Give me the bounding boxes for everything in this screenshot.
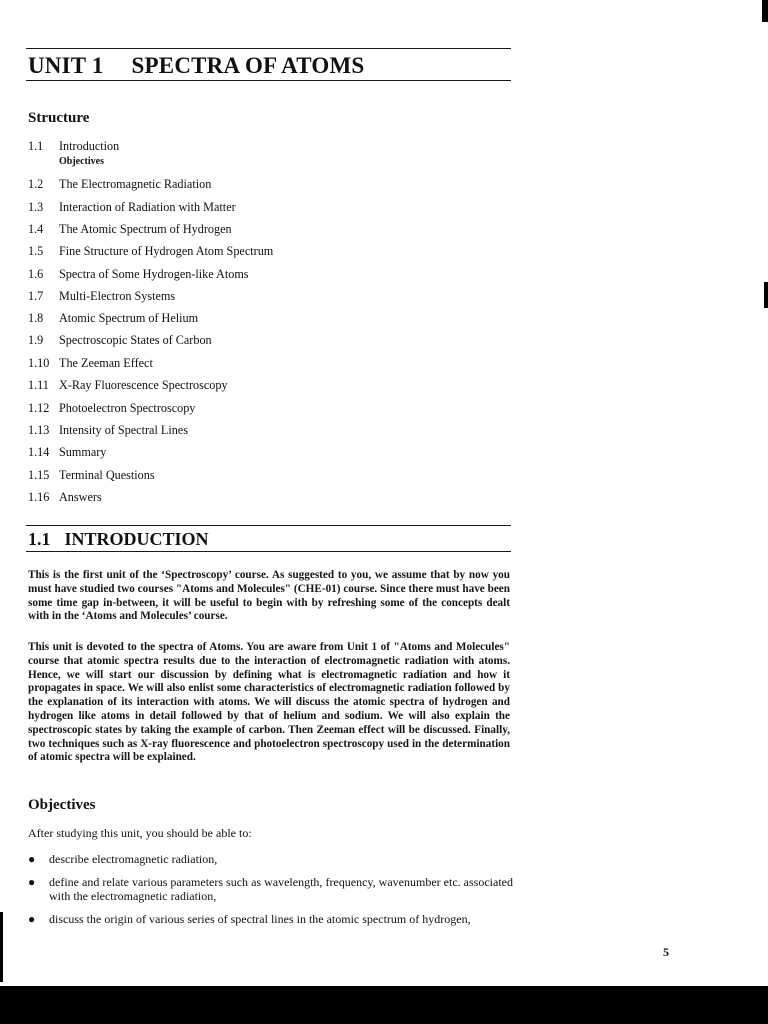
objectives-list xyxy=(28,852,513,934)
list-item: ● describe electromagnetic radiation, xyxy=(28,852,218,866)
list-item: ● discuss the origin of various series of spectral lines in the atomic spectrum of hydrogen, xyxy=(28,911,471,926)
intro-rule-top xyxy=(26,525,511,526)
section-number: 1.1 xyxy=(28,529,51,549)
scan-edge-mark xyxy=(764,282,768,308)
intro-paragraph-1: This is the first unit of the ‘Spectroscopy’ course. As suggested to you, we assume that by now you must have studied two courses "Atoms and Molecules" (CHE-01) course. Since there must have been some time gap in-between, it will be useful to begin with by refreshing some of the concepts dealt with in the ‘Atoms and Molecules’ course. xyxy=(28,569,510,623)
unit-number: UNIT 1 xyxy=(28,53,104,78)
unit-title xyxy=(28,53,364,79)
intro-paragraph-2: This unit is devoted to the spectra of Atoms. You are aware from Unit 1 of "Atoms and Molecules" course that atomic spectra results due to the interaction of electromagnetic radiation with atoms. Hence, we will start our discussion by defining what is electromagnetic radiation and how it propagates in space. We will also enlist some characteristics of electromagnetic radiation followed by the explanation of its interaction with atoms. We will discuss the atomic spectra of hydrogen and hydrogen like atoms in detail followed by that of helium and sodium. We will also explain the spectroscopic states by taking the example of carbon. Then Zeeman effect will be discussed. Finally, two techniques such as X-ray fluorescence and photoelectron spectroscopy used in the determination of atomic spectra will be explained. xyxy=(28,641,510,764)
intro-rule-bottom xyxy=(26,551,511,552)
objectives-heading: Objectives xyxy=(28,797,96,813)
scan-edge-mark xyxy=(0,912,3,982)
header-rule-bottom xyxy=(26,80,511,81)
section-title: INTRODUCTION xyxy=(64,529,209,549)
toc-subitem: Objectives xyxy=(59,156,104,167)
unit-title-text: SPECTRA OF ATOMS xyxy=(131,53,365,78)
scan-bottom-band xyxy=(0,986,768,1024)
bullet-icon: ● xyxy=(28,874,36,889)
page-number: 5 xyxy=(663,945,669,959)
structure-heading: Structure xyxy=(28,110,90,126)
list-item: ● define and relate various parameters such as wavelength, frequency, wavenumber etc. associated with the electromagnetic radiation, xyxy=(28,874,513,903)
introduction-heading xyxy=(28,529,209,550)
document-page: UNIT 1 SPECTRA OF ATOMS Structure 1.1 Introduction Objectives 1.2 The Electromagnetic Radiation 1.3 Interaction of Radiation with Matter 1.4 The Atomic Spectrum of Hydrogen 1.5 Fine Structure of Hydrogen Atom Spectrum 1.6 Spectra of Some Hydrogen-like Atoms 1.7 Multi-Electron Systems 1.8 Atomic Spectrum of Helium 1.9 Spectroscopic States of Carbon 1.10 The Zeeman Effect 1.11 X-Ray Fluorescence Spectroscopy 1.12 Photoelectron Spectroscopy 1.13 Intensity of Spectral Lines 1.14 Summary 1.15 Terminal Questions 1.16 Answers 1.1 INTRODUCTION This is the first unit of the ‘Spectroscopy’ course. As suggested to you, we assume that by now you must have studied two courses "Atoms and Molecules" (CHE-01) course. Since there must have been some time gap in-between, it will be useful to begin with by refreshing some of the concepts dealt with in the ‘Atoms and Molecules’ course. This unit is devoted to the spectra of Atoms. You are aware from Unit 1 of "Atoms and Molecules" course that atomic spectra results due to the interaction of electromagnetic radiation with atoms. Hence, we will start our discussion by defining what is electromagnetic radiation and how it propagates in space. We will also enlist some characteristics of electromagnetic radiation followed by the explanation of its interaction with atoms. We will discuss the atomic spectra of hydrogen and hydrogen like atoms in detail followed by that of helium and sodium. We will also explain the spectroscopic states by taking the example of carbon. Then Zeeman effect will be discussed. Finally, two techniques such as X-ray fluorescence and photoelectron spectroscopy used in the determination of atomic spectra will be explained. Objectives After studying this unit, you should be able to: ● describe electromagnetic radiation, ● define and relate various parameters such as wavelength, frequency, wavenumber etc. associated with the electromagnetic radiation, ● discuss the origin of various series of spectral lines in the atomic spectrum of hydrogen, 5 xyxy=(0,0,768,1024)
scan-edge-mark xyxy=(762,0,768,22)
bullet-icon: ● xyxy=(28,852,36,866)
objectives-lead: After studying this unit, you should be able to: xyxy=(28,826,252,840)
bullet-icon: ● xyxy=(28,911,36,926)
header-rule-top xyxy=(26,48,511,49)
